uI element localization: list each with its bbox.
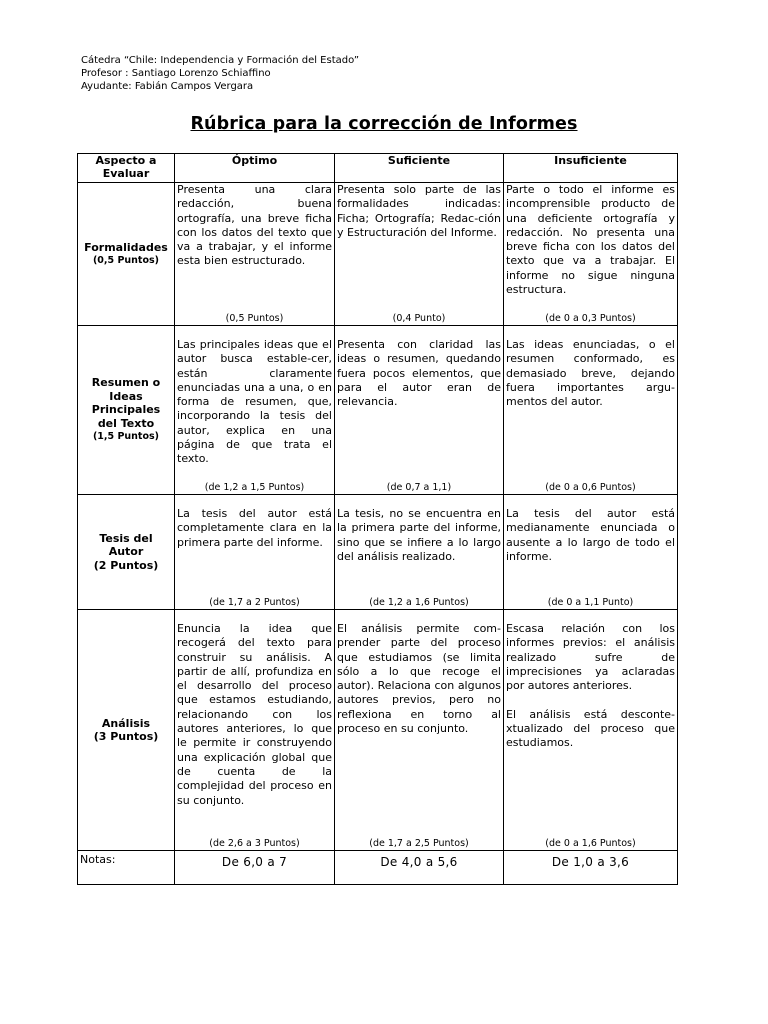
suficiente-cell <box>335 326 504 495</box>
course-info <box>81 54 359 93</box>
insuficiente-points: (de 0 a 0,6 Puntos) <box>545 482 636 493</box>
optimo-cell <box>175 183 335 326</box>
table-row <box>78 495 678 610</box>
suficiente-points: (de 1,2 a 1,6 Puntos) <box>369 597 469 608</box>
optimo-points: (de 1,2 a 1,5 Puntos) <box>204 482 305 493</box>
suficiente-description: Presenta con claridad las ideas o resumen, quedando fuera pocos elementos, que para el autor eran de relevancia. <box>337 338 501 409</box>
aspect-cell <box>78 326 175 495</box>
suficiente-points: (0,4 Punto) <box>392 313 446 324</box>
header-suficiente: Suficiente <box>335 154 504 183</box>
suficiente-description: Presenta solo parte de las formalidades indicadas: Ficha; Ortografía; Redac-ción y Estructuración del Informe. <box>337 183 501 239</box>
optimo-description: La tesis del autor está completamente clara en la primera parte del informe. <box>177 507 332 549</box>
table-header-row <box>78 154 678 183</box>
aspect-cell <box>78 495 175 610</box>
aspect-points: (0,5 Puntos) <box>92 255 160 266</box>
aspect-name: Tesis del Autor <box>99 531 153 559</box>
table-row <box>78 326 678 495</box>
header-insuficiente: Insuficiente <box>504 154 678 183</box>
insuficiente-points: (de 0 a 0,3 Puntos) <box>545 313 636 324</box>
profesor-line: Profesor : Santiago Lorenzo Schiaffino <box>81 68 271 79</box>
suficiente-description: El análisis permite com-prender parte del proceso que estudiamos (se limita sólo a lo que recoge el autor). Relaciona con algunos autores previos, pero no reflexiona en torno al proceso en su conjunto. <box>337 622 501 736</box>
insuficiente-points: (de 0 a 1,1 Punto) <box>547 597 634 608</box>
header-optimo: Óptimo <box>175 154 335 183</box>
insuficiente-description: Parte o todo el informe es incomprensible producto de una deficiente ortografía y redacción. No presenta una breve ficha con los datos del texto que va a trabajar. El informe no sigue ninguna estructura. <box>506 183 675 297</box>
aspect-name: Formalidades <box>84 240 168 254</box>
insuficiente-cell <box>504 610 678 851</box>
aspect-cell <box>78 610 175 851</box>
catedra-line: Cátedra “Chile: Independencia y Formación del Estado” <box>81 55 360 66</box>
aspect-points: (2 Puntos) <box>93 558 159 572</box>
suficiente-description: La tesis, no se encuentra en la primera parte del informe, sino que se infiere a lo largo del análisis realizado. <box>337 507 501 563</box>
optimo-points: (0,5 Puntos) <box>225 313 284 324</box>
optimo-points: (de 2,6 a 3 Puntos) <box>209 838 300 849</box>
ayudante-line: Ayudante: Fabián Campos Vergara <box>81 81 254 92</box>
optimo-description: Enuncia la idea que recogerá del texto para construir su análisis. A partir de allí, profundiza en el desarrollo del proceso que estamos estudiando, relacionando con los autores anteriores, lo que le permite ir construyendo una explicación global que de cuenta de la complejidad del proceso en su conjunto. <box>177 622 332 807</box>
suficiente-cell <box>335 183 504 326</box>
suficiente-cell <box>335 495 504 610</box>
optimo-cell <box>175 610 335 851</box>
notas-optimo: De 6,0 a 7 <box>175 851 335 885</box>
aspect-points: (1,5 Puntos) <box>92 431 160 443</box>
insuficiente-cell <box>504 326 678 495</box>
insuficiente-description: Escasa relación con los informes previos: el análisis realizado sufre de imprecisiones ya aclaradas por autores anteriores. El análisis está desconte-xtualizado del proceso que estudiamos. <box>506 622 675 750</box>
notas-label: Notas: <box>78 851 175 885</box>
insuficiente-cell <box>504 495 678 610</box>
rubric-table <box>77 153 678 885</box>
optimo-points: (de 1,7 a 2 Puntos) <box>209 597 300 608</box>
optimo-description: Presenta una clara redacción, buena ortografía, una breve ficha con los datos del texto que va a trabajar, y el informe esta bien estructurado. <box>177 183 332 268</box>
suficiente-cell <box>335 610 504 851</box>
notas-suficiente: De 4,0 a 5,6 <box>335 851 504 885</box>
insuficiente-description: La tesis del autor está medianamente enunciada o ausente a lo largo de todo el informe. <box>506 507 675 563</box>
aspect-name: Resumen o Ideas Principales del Texto <box>91 376 161 430</box>
aspect-points: (3 Puntos) <box>93 730 159 743</box>
optimo-description: Las principales ideas que el autor busca estable-cer, están claramente enunciadas una a una, o en forma de resumen, que, incorporando la tesis del autor, explica en una página de que trata el texto. <box>177 338 332 466</box>
suficiente-points: (de 1,7 a 2,5 Puntos) <box>369 838 469 849</box>
insuficiente-description: Las ideas enunciadas, o el resumen conformado, es demasiado breve, dejando fuera importantes argu-mentos del autor. <box>506 338 675 409</box>
insuficiente-cell <box>504 183 678 326</box>
optimo-cell <box>175 495 335 610</box>
aspect-cell <box>78 183 175 326</box>
aspect-name: Análisis <box>101 716 151 730</box>
document-title: Rúbrica para la corrección de Informes <box>190 114 578 134</box>
header-aspecto: Aspecto a Evaluar <box>78 154 175 183</box>
optimo-cell <box>175 326 335 495</box>
table-row <box>78 610 678 851</box>
suficiente-points: (de 0,7 a 1,1) <box>386 482 452 493</box>
insuficiente-points: (de 0 a 1,6 Puntos) <box>545 838 636 849</box>
notas-row <box>78 851 678 885</box>
notas-insuficiente: De 1,0 a 3,6 <box>504 851 678 885</box>
table-row <box>78 183 678 326</box>
